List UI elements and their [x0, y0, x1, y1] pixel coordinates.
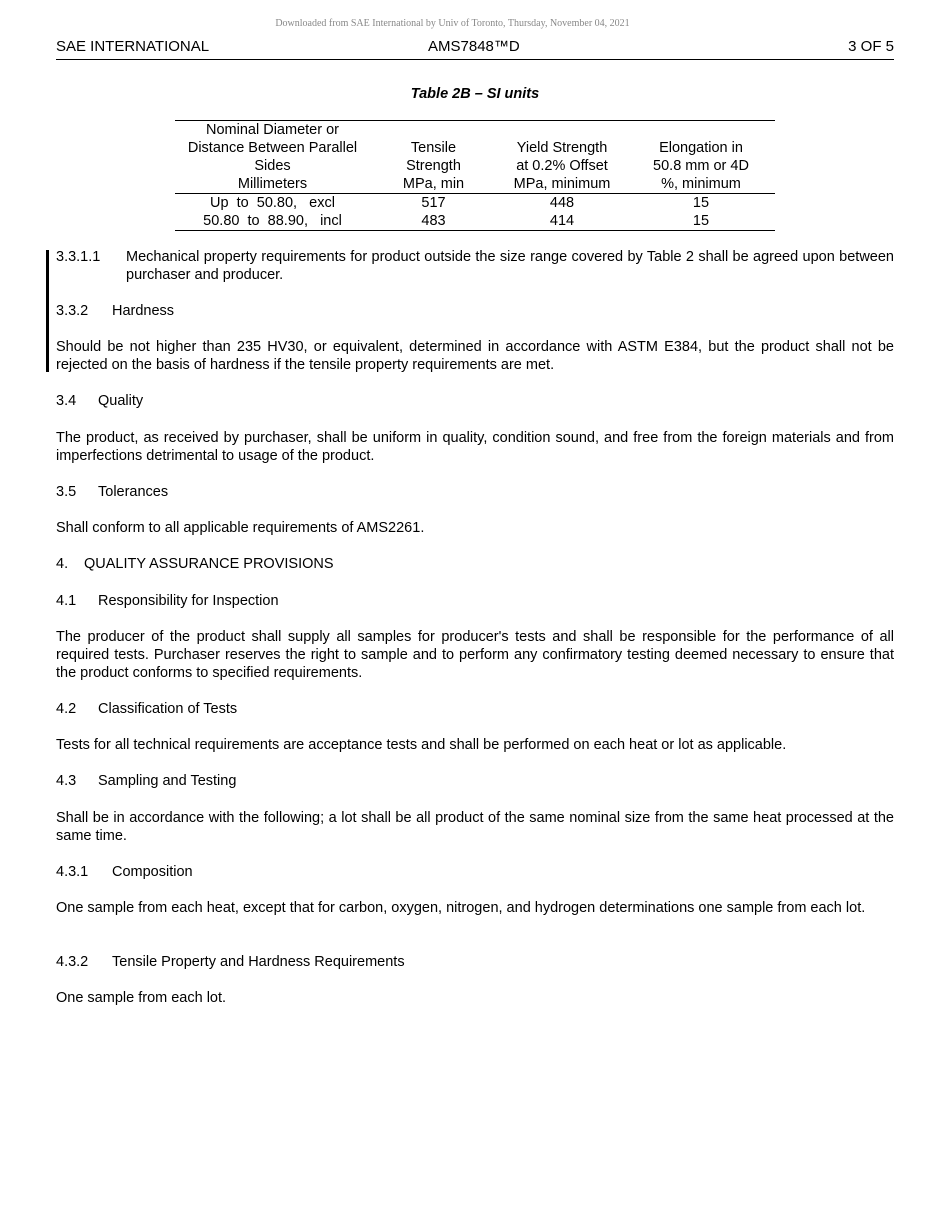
header-cell-yield: [497, 121, 627, 194]
section-text: Mechanical property requirements for product outside the size range covered by Table 2 shall be agreed upon between purchaser and producer.: [126, 249, 894, 283]
header-line: MPa, min: [402, 176, 465, 192]
paragraph-responsibility: The producer of the product shall supply all samples for producer's tests and shall be responsible for the performance of all required tests. Purchaser reserves the right to sample and to perform any confirmatory testing deemed necessary to ensure that the product conforms to specified requirements.: [56, 629, 894, 681]
section-number: 4.3: [56, 773, 77, 789]
mechanical-properties-table: [175, 120, 775, 231]
table-title: Table 2B – SI units: [410, 86, 540, 102]
paragraph-composition: One sample from each heat, except that for carbon, oxygen, nitrogen, and hydrogen determinations one sample from each lot.: [56, 900, 866, 916]
table-cell: 15: [692, 195, 710, 211]
table-header-row: [175, 121, 775, 194]
paragraph-sampling: Shall be in accordance with the following; a lot shall be all product of the same nominal size from the same heat processed at the same time.: [56, 810, 894, 844]
header-line: %, minimum: [661, 176, 741, 192]
section-heading-4-2: [56, 700, 237, 718]
header-page-number: 3 OF 5: [848, 38, 894, 55]
section-number: 4.1: [56, 593, 77, 609]
header-line: Millimeters: [237, 176, 308, 192]
header-line: 50.8 mm or 4D: [653, 158, 749, 174]
page-header: [56, 38, 894, 60]
table-cell: 414: [549, 213, 575, 229]
section-heading-4: [56, 555, 334, 573]
header-cell-tensile: [370, 121, 497, 194]
header-line: at 0.2% Offset: [516, 158, 608, 174]
paragraph-hardness: Should be not higher than 235 HV30, or equivalent, determined in accordance with ASTM E384, but the product shall not be rejected on the basis of hardness if the tensile property requirements are met.: [56, 339, 894, 373]
table-cell: 483: [421, 213, 446, 229]
section-heading-3-4: [56, 392, 143, 410]
section-number: 4.3.2: [56, 954, 89, 970]
header-line: Nominal Diameter or: [206, 122, 339, 138]
section-title: Quality: [98, 393, 144, 409]
section-heading-4-3-2: [56, 953, 405, 971]
table-row: [175, 212, 775, 231]
paragraph-tolerances: Shall conform to all applicable requirements of AMS2261.: [56, 520, 425, 536]
header-line: Tensile: [410, 140, 457, 156]
section-title: Classification of Tests: [98, 701, 238, 717]
paragraph-quality: The product, as received by purchaser, shall be uniform in quality, condition sound, and free from the foreign materials and from imperfections detrimental to usage of the product.: [56, 430, 894, 464]
download-watermark: Downloaded from SAE International by Univ of Toronto, Thursday, November 04, 2021: [275, 18, 630, 29]
section-title: Composition: [112, 864, 193, 880]
header-line: Yield Strength: [516, 140, 608, 156]
header-line: MPa, minimum: [513, 176, 611, 192]
table-cell: 517: [421, 195, 446, 211]
header-line: Strength: [406, 158, 461, 174]
table-cell: 448: [549, 195, 575, 211]
table-cell: 15: [692, 213, 710, 229]
section-number: 3.3.2: [56, 303, 89, 319]
table-cell: 50.80 to 88.90, incl: [203, 213, 342, 229]
section-heading-3-5: [56, 483, 168, 501]
section-title: Responsibility for Inspection: [98, 593, 279, 609]
table-row: [175, 194, 775, 213]
section-number: 4.3.1: [56, 864, 89, 880]
section-title: Hardness: [112, 303, 175, 319]
section-number: 4.2: [56, 701, 77, 717]
header-line: Elongation in: [659, 140, 743, 156]
section-heading-4-3: [56, 772, 236, 790]
section-heading-4-3-1: [56, 863, 193, 881]
section-title: Tolerances: [98, 484, 169, 500]
paragraph-tensile-hardness: One sample from each lot.: [56, 990, 227, 1006]
section-title: Tensile Property and Hardness Requirements: [112, 954, 405, 970]
section-number: 3.3.1.1: [56, 249, 101, 265]
section-3-3-1-1: [56, 248, 894, 284]
section-heading-3-3-2: [56, 302, 174, 320]
header-cell-elongation: [627, 121, 775, 194]
section-number: 3.4: [56, 393, 77, 409]
revision-change-bar: [46, 250, 49, 372]
section-number: 3.5: [56, 484, 77, 500]
header-document-id: AMS7848™D: [428, 38, 520, 55]
paragraph-classification: Tests for all technical requirements are acceptance tests and shall be performed on each heat or lot as applicable.: [56, 737, 787, 753]
header-line: Sides: [254, 158, 291, 174]
header-organization: SAE INTERNATIONAL: [56, 38, 210, 55]
header-cell-diameter: [175, 121, 370, 194]
table-cell: Up to 50.80, excl: [210, 195, 335, 211]
section-title: Sampling and Testing: [98, 773, 237, 789]
section-number: 4.: [56, 556, 69, 572]
section-heading-4-1: [56, 592, 279, 610]
section-title: QUALITY ASSURANCE PROVISIONS: [84, 556, 334, 572]
header-line: Distance Between Parallel: [187, 140, 358, 156]
